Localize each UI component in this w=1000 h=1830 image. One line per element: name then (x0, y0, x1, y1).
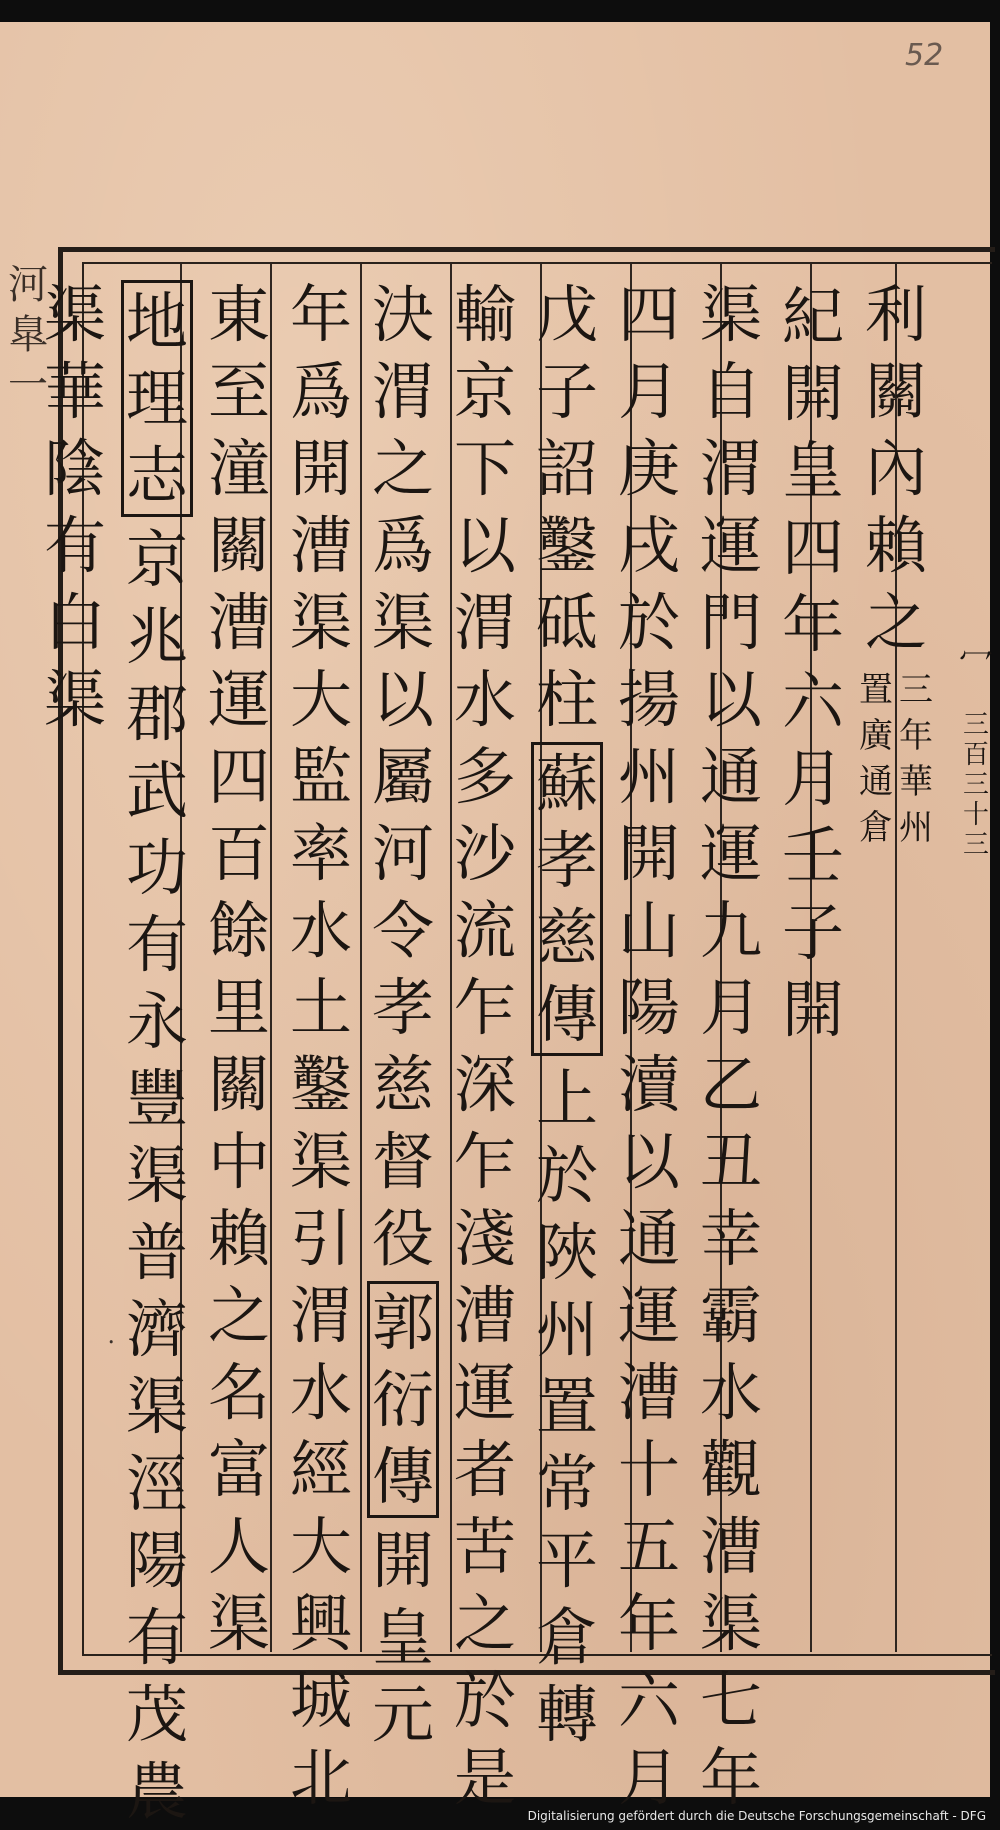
margin-char: 一 (8, 362, 48, 408)
character: 轉 (535, 1678, 598, 1751)
note-character: 置 (859, 670, 893, 710)
character: 關 (864, 355, 927, 428)
character: 於 (617, 586, 680, 659)
character: 觀 (699, 1433, 762, 1506)
character: 渭 (371, 355, 434, 428)
character: 孝 (535, 824, 598, 897)
character: 丑 (699, 1125, 762, 1198)
character: 衍 (371, 1363, 434, 1436)
page-number-char: 三 (962, 710, 989, 740)
character: 通 (699, 740, 762, 813)
character: 水 (699, 1356, 762, 1429)
character: 淺 (453, 1202, 516, 1275)
character: 渠 (207, 1587, 270, 1660)
character: 乍 (453, 1125, 516, 1198)
character: 慈 (371, 1048, 434, 1121)
character: 地 (125, 285, 188, 358)
character: 郡 (125, 677, 188, 750)
character: 下 (453, 432, 516, 505)
character: 以 (453, 509, 516, 582)
character: 詔 (535, 432, 598, 505)
character: 鑿 (289, 1048, 352, 1121)
character: 傳 (371, 1440, 434, 1513)
character: 揚 (617, 663, 680, 736)
character: 渠 (699, 278, 762, 351)
text-column-6 (444, 276, 526, 1816)
character: 興 (289, 1587, 352, 1660)
character: 自 (699, 355, 762, 428)
character: 年 (617, 1587, 680, 1660)
character: 涇 (125, 1447, 188, 1520)
character: 瀆 (617, 1048, 680, 1121)
margin-char: 河 (8, 262, 48, 308)
character: 上 (535, 1062, 598, 1135)
character: 城 (289, 1664, 352, 1737)
character: 開 (617, 817, 680, 890)
character: 運 (699, 817, 762, 890)
character: 河 (371, 817, 434, 890)
character: 陰 (43, 432, 106, 505)
character: 渠 (371, 586, 434, 659)
character: 者 (453, 1433, 516, 1506)
character: 至 (207, 355, 270, 428)
note-column (899, 667, 933, 851)
character: 中 (207, 1125, 270, 1198)
page-number-char: 十 (962, 800, 989, 830)
text-column-10 (116, 276, 198, 1830)
character: 陽 (125, 1524, 188, 1597)
fore-edge-strip (959, 640, 993, 1670)
character: 屬 (371, 740, 434, 813)
character: 渠 (289, 586, 352, 659)
character: 四 (207, 740, 270, 813)
character: 年 (781, 588, 844, 661)
character: 水 (289, 894, 352, 967)
character: 壬 (781, 819, 844, 892)
character: 年 (289, 278, 352, 351)
character: 月 (617, 1741, 680, 1814)
character: 渠 (289, 1125, 352, 1198)
page-number-char: 百 (962, 740, 989, 770)
character: 苦 (453, 1510, 516, 1583)
character: 蘇 (535, 747, 598, 820)
character: 之 (864, 586, 927, 659)
character: 子 (535, 355, 598, 428)
character: 九 (699, 894, 762, 967)
boxed-source-title (531, 742, 603, 1056)
character: 置 (535, 1370, 598, 1443)
character: 開 (781, 357, 844, 430)
character: 紀 (781, 280, 844, 353)
character: 慈 (535, 901, 598, 974)
character: 州 (535, 1293, 598, 1366)
character: 永 (125, 985, 188, 1058)
character: 潼 (207, 432, 270, 505)
character: 倉 (535, 1601, 598, 1674)
character: 開 (289, 432, 352, 505)
character: 常 (535, 1447, 598, 1520)
text-column-11 (34, 276, 116, 738)
character: 乍 (453, 971, 516, 1044)
character: 漕 (617, 1356, 680, 1429)
character: 理 (125, 362, 188, 435)
note-character: 年 (899, 716, 933, 756)
character: 有 (43, 509, 106, 582)
character: 大 (289, 1510, 352, 1583)
character: 京 (453, 355, 516, 428)
character: 濟 (125, 1293, 188, 1366)
character: 之 (371, 432, 434, 505)
text-column-8 (280, 276, 362, 1816)
character: 庚 (617, 432, 680, 505)
character: 沙 (453, 817, 516, 890)
character: 賴 (207, 1202, 270, 1275)
text-column-9 (198, 276, 280, 1662)
character: 皇 (371, 1601, 434, 1674)
character: 白 (43, 586, 106, 659)
character: 月 (699, 971, 762, 1044)
character: 役 (371, 1202, 434, 1275)
character: 利 (864, 278, 927, 351)
character: 於 (453, 1664, 516, 1737)
text-column-2 (772, 278, 854, 1048)
character: 富 (207, 1433, 270, 1506)
character: 渠 (699, 1587, 762, 1660)
character: 子 (781, 896, 844, 969)
boxed-source-title (121, 280, 193, 517)
character: 爲 (371, 509, 434, 582)
character: 運 (207, 663, 270, 736)
character: 月 (781, 742, 844, 815)
character: 有 (125, 908, 188, 981)
character: 北 (289, 1741, 352, 1814)
character: 通 (617, 1202, 680, 1275)
page-number-char: 三 (962, 770, 989, 800)
character: 農 (125, 1755, 188, 1828)
character: 砥 (535, 586, 598, 659)
character: 柱 (535, 663, 598, 736)
character: 水 (289, 1356, 352, 1429)
character: 武 (125, 754, 188, 827)
note-character: 廣 (859, 716, 893, 756)
character: 年 (699, 1741, 762, 1814)
character: 以 (699, 663, 762, 736)
character: 門 (699, 586, 762, 659)
character: 於 (535, 1139, 598, 1212)
character: 渭 (289, 1279, 352, 1352)
character: 名 (207, 1356, 270, 1429)
character: 陜 (535, 1216, 598, 1289)
character: 關 (207, 1048, 270, 1121)
character: 漕 (207, 586, 270, 659)
character: 深 (453, 1048, 516, 1121)
character: 鑿 (535, 509, 598, 582)
page-number-char: 三 (962, 830, 989, 860)
text-column-7 (362, 276, 444, 1753)
character: 孝 (371, 971, 434, 1044)
text-column-1 (855, 276, 937, 851)
character: 之 (207, 1279, 270, 1352)
character: 普 (125, 1216, 188, 1289)
text-column-5 (526, 276, 608, 1753)
character: 華 (43, 355, 106, 428)
character: 有 (125, 1601, 188, 1674)
character: 漕 (699, 1510, 762, 1583)
digitization-footer: Digitalisierung gefördert durch die Deutsche Forschungsgemeinschaft - DFG (527, 1809, 986, 1823)
note-character: 州 (899, 808, 933, 848)
character: 十 (617, 1433, 680, 1506)
character: 多 (453, 740, 516, 813)
fore-edge-mark: 冖 (959, 640, 993, 680)
character: 東 (207, 278, 270, 351)
character: 豐 (125, 1062, 188, 1135)
character: 五 (617, 1510, 680, 1583)
note-character: 三 (899, 670, 933, 710)
character: 土 (289, 971, 352, 1044)
character: 督 (371, 1125, 434, 1198)
character: 賴 (864, 509, 927, 582)
character: 京 (125, 523, 188, 596)
pencil-folio-mark: 52 (905, 38, 944, 73)
character: 漕 (453, 1279, 516, 1352)
character: 志 (125, 439, 188, 512)
character: 人 (207, 1510, 270, 1583)
character: 爲 (289, 355, 352, 428)
character: 運 (453, 1356, 516, 1429)
character: 流 (453, 894, 516, 967)
character: 月 (617, 355, 680, 428)
character: 平 (535, 1524, 598, 1597)
character: 決 (371, 278, 434, 351)
character: 幸 (699, 1202, 762, 1275)
character: 令 (371, 894, 434, 967)
character: 渠 (43, 663, 106, 736)
character: 渭 (699, 432, 762, 505)
character: 渠 (125, 1370, 188, 1443)
character: 皇 (781, 434, 844, 507)
character: 戊 (535, 278, 598, 351)
character: 乙 (699, 1048, 762, 1121)
note-character: 華 (899, 762, 933, 802)
character: 里 (207, 971, 270, 1044)
character: 陽 (617, 971, 680, 1044)
note-column (859, 667, 893, 851)
character: 霸 (699, 1279, 762, 1352)
boxed-source-title (367, 1281, 439, 1518)
character: 四 (781, 511, 844, 584)
character: 以 (617, 1125, 680, 1198)
ink-smudge: ⸱ (108, 1328, 115, 1356)
character: 監 (289, 740, 352, 813)
character: 開 (371, 1524, 434, 1597)
page-number (963, 710, 989, 860)
character: 郭 (371, 1286, 434, 1359)
character: 百 (207, 817, 270, 890)
interlinear-note (859, 667, 933, 851)
character: 以 (371, 663, 434, 736)
character: 大 (289, 663, 352, 736)
character: 六 (781, 665, 844, 738)
character: 渭 (453, 586, 516, 659)
character: 經 (289, 1433, 352, 1506)
character: 內 (864, 432, 927, 505)
character: 兆 (125, 600, 188, 673)
character: 水 (453, 663, 516, 736)
character: 之 (453, 1587, 516, 1660)
text-column-4 (608, 276, 690, 1816)
character: 功 (125, 831, 188, 904)
character: 率 (289, 817, 352, 890)
character: 運 (617, 1279, 680, 1352)
character: 引 (289, 1202, 352, 1275)
character: 七 (699, 1664, 762, 1737)
text-column-3 (690, 276, 772, 1816)
note-character: 通 (859, 762, 893, 802)
character: 關 (207, 509, 270, 582)
character: 輸 (453, 278, 516, 351)
character: 運 (699, 509, 762, 582)
character: 山 (617, 894, 680, 967)
character: 戌 (617, 509, 680, 582)
character: 茂 (125, 1678, 188, 1751)
note-character: 倉 (859, 808, 893, 848)
character: 六 (617, 1664, 680, 1737)
character: 渠 (125, 1139, 188, 1212)
character: 餘 (207, 894, 270, 967)
character: 是 (453, 1741, 516, 1814)
character: 漕 (289, 509, 352, 582)
character: 渠 (43, 278, 106, 351)
character: 元 (371, 1678, 434, 1751)
character: 州 (617, 740, 680, 813)
character: 傳 (535, 978, 598, 1051)
margin-char: 臯 (8, 312, 48, 358)
character: 四 (617, 278, 680, 351)
character: 開 (781, 973, 844, 1046)
